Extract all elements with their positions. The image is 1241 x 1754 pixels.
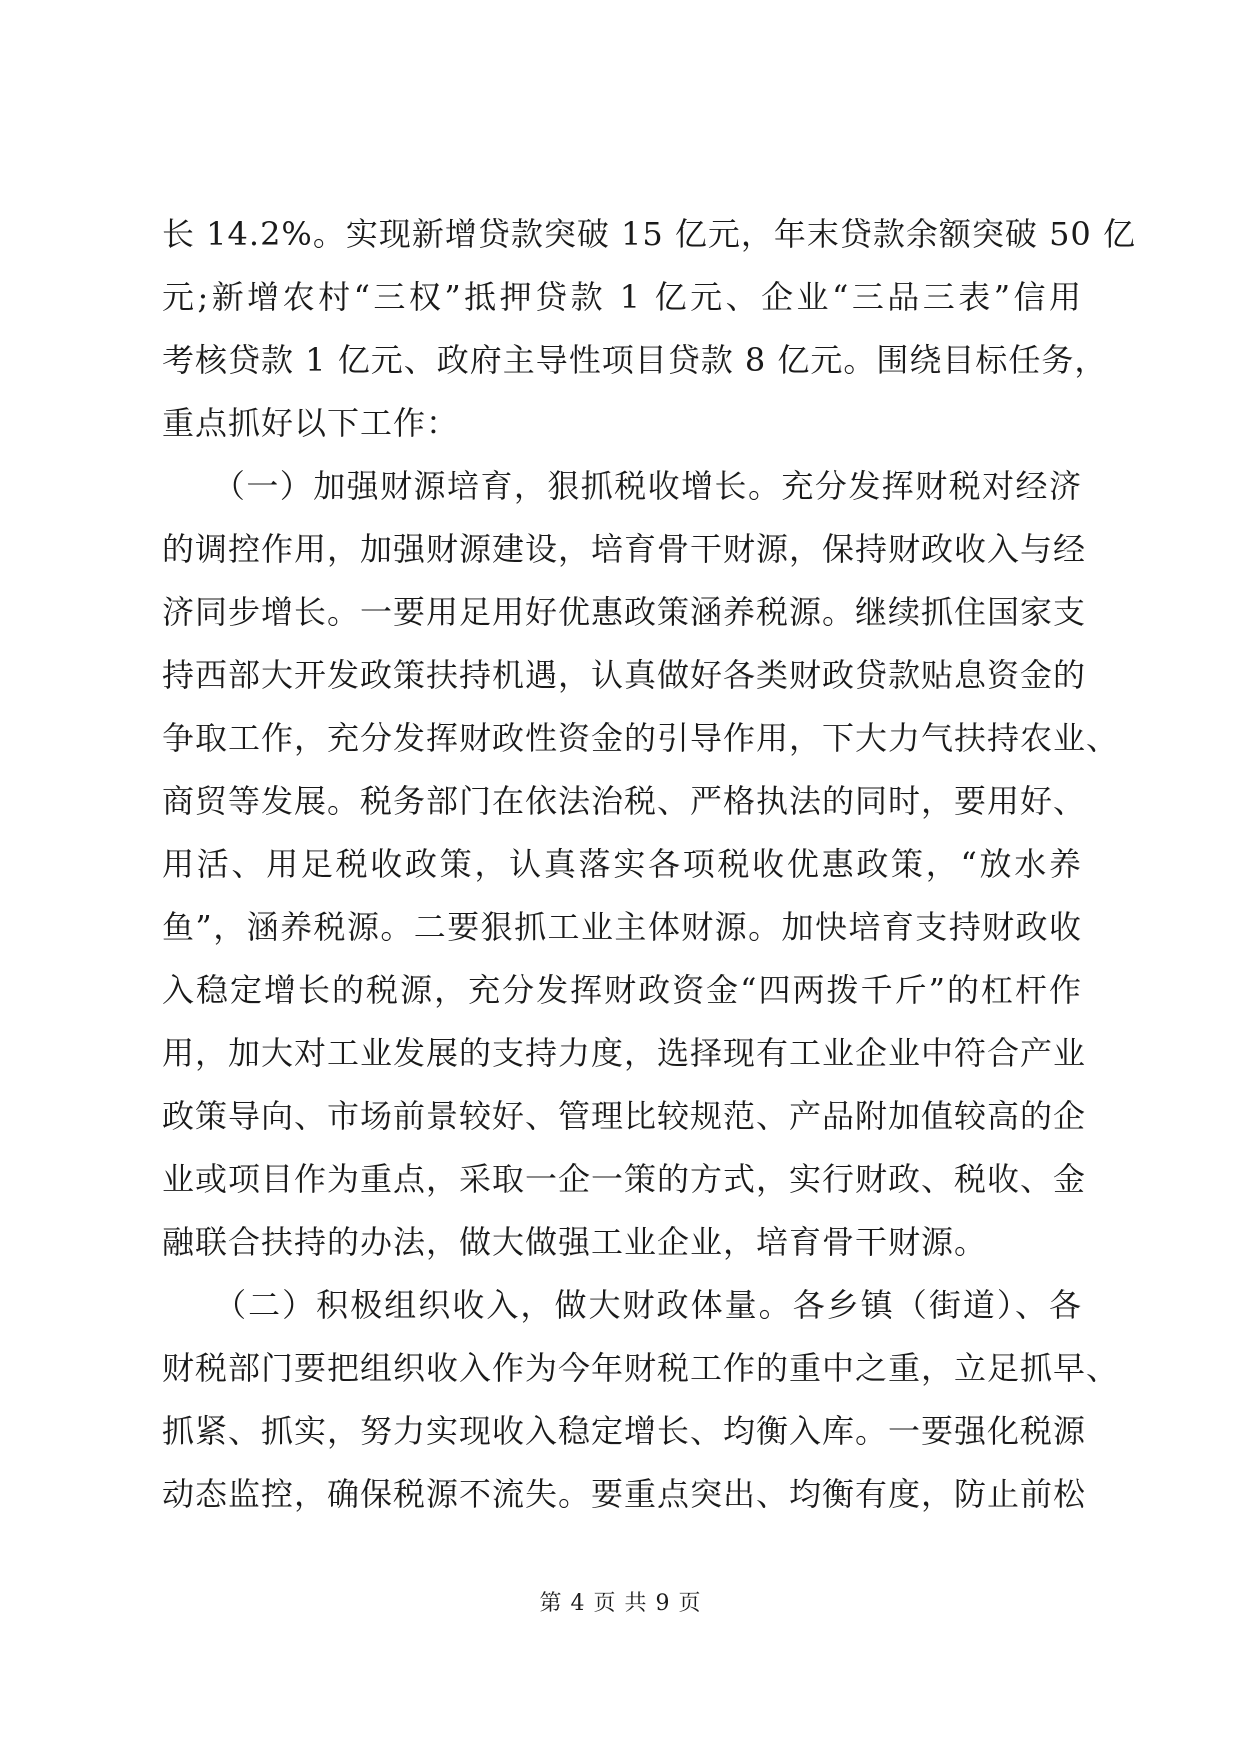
text-line: 动态监控，确保税源不流失。要重点突出、均衡有度，防止前松	[162, 1475, 1087, 1513]
text-line: 持西部大开发政策扶持机遇，认真做好各类财政贷款贴息资金的	[162, 656, 1087, 694]
text-line: 商贸等发展。税务部门在依法治税、严格执法的同时，要用好、	[162, 782, 1087, 820]
text-line: 政策导向、市场前景较好、管理比较规范、产品附加值较高的企	[162, 1097, 1087, 1135]
text-line: 业或项目作为重点，采取一企一策的方式，实行财政、税收、金	[162, 1160, 1087, 1198]
text-line: 用，加大对工业发展的支持力度，选择现有工业企业中符合产业	[162, 1034, 1087, 1072]
text-line: 融联合扶持的办法，做大做强工业企业，培育骨干财源。	[162, 1223, 988, 1261]
text-line: 考核贷款 1 亿元、政府主导性项目贷款 8 亿元。围绕目标任务，	[162, 341, 1108, 379]
text-line: 的调控作用，加强财源建设，培育骨干财源，保持财政收入与经	[162, 530, 1087, 568]
text-line: 财税部门要把组织收入作为今年财税工作的重中之重，立足抓早、	[162, 1349, 1120, 1387]
text-line: 争取工作，充分发挥财政性资金的引导作用，下大力气扶持农业、	[162, 719, 1120, 757]
text-line: 入稳定增长的税源，充分发挥财政资金“四两拨千斤”的杠杆作	[162, 971, 1082, 1009]
text-line: 用活、用足税收政策，认真落实各项税收优惠政策，“放水养	[162, 845, 1082, 883]
text-line: 重点抓好以下工作：	[162, 404, 460, 442]
page-number-footer: 第 4 页 共 9 页	[539, 1591, 702, 1616]
text-line: （一）加强财源培育，狠抓税收增长。充分发挥财税对经济	[162, 467, 1082, 505]
text-line: （二）积极组织收入，做大财政体量。各乡镇（街道）、各	[162, 1286, 1082, 1324]
text-line: 长 14.2%。实现新增贷款突破 15 亿元，年末贷款余额突破 50 亿	[162, 215, 1136, 253]
text-line: 元;新增农村“三权”抵押贷款 1 亿元、企业“三品三表”信用	[162, 278, 1082, 316]
text-line: 鱼”，涵养税源。二要狠抓工业主体财源。加快培育支持财政收	[162, 908, 1082, 946]
body-text	[162, 203, 1136, 1526]
text-line: 济同步增长。一要用足用好优惠政策涵养税源。继续抓住国家支	[162, 593, 1087, 631]
text-line: 抓紧、抓实，努力实现收入稳定增长、均衡入库。一要强化税源	[162, 1412, 1087, 1450]
